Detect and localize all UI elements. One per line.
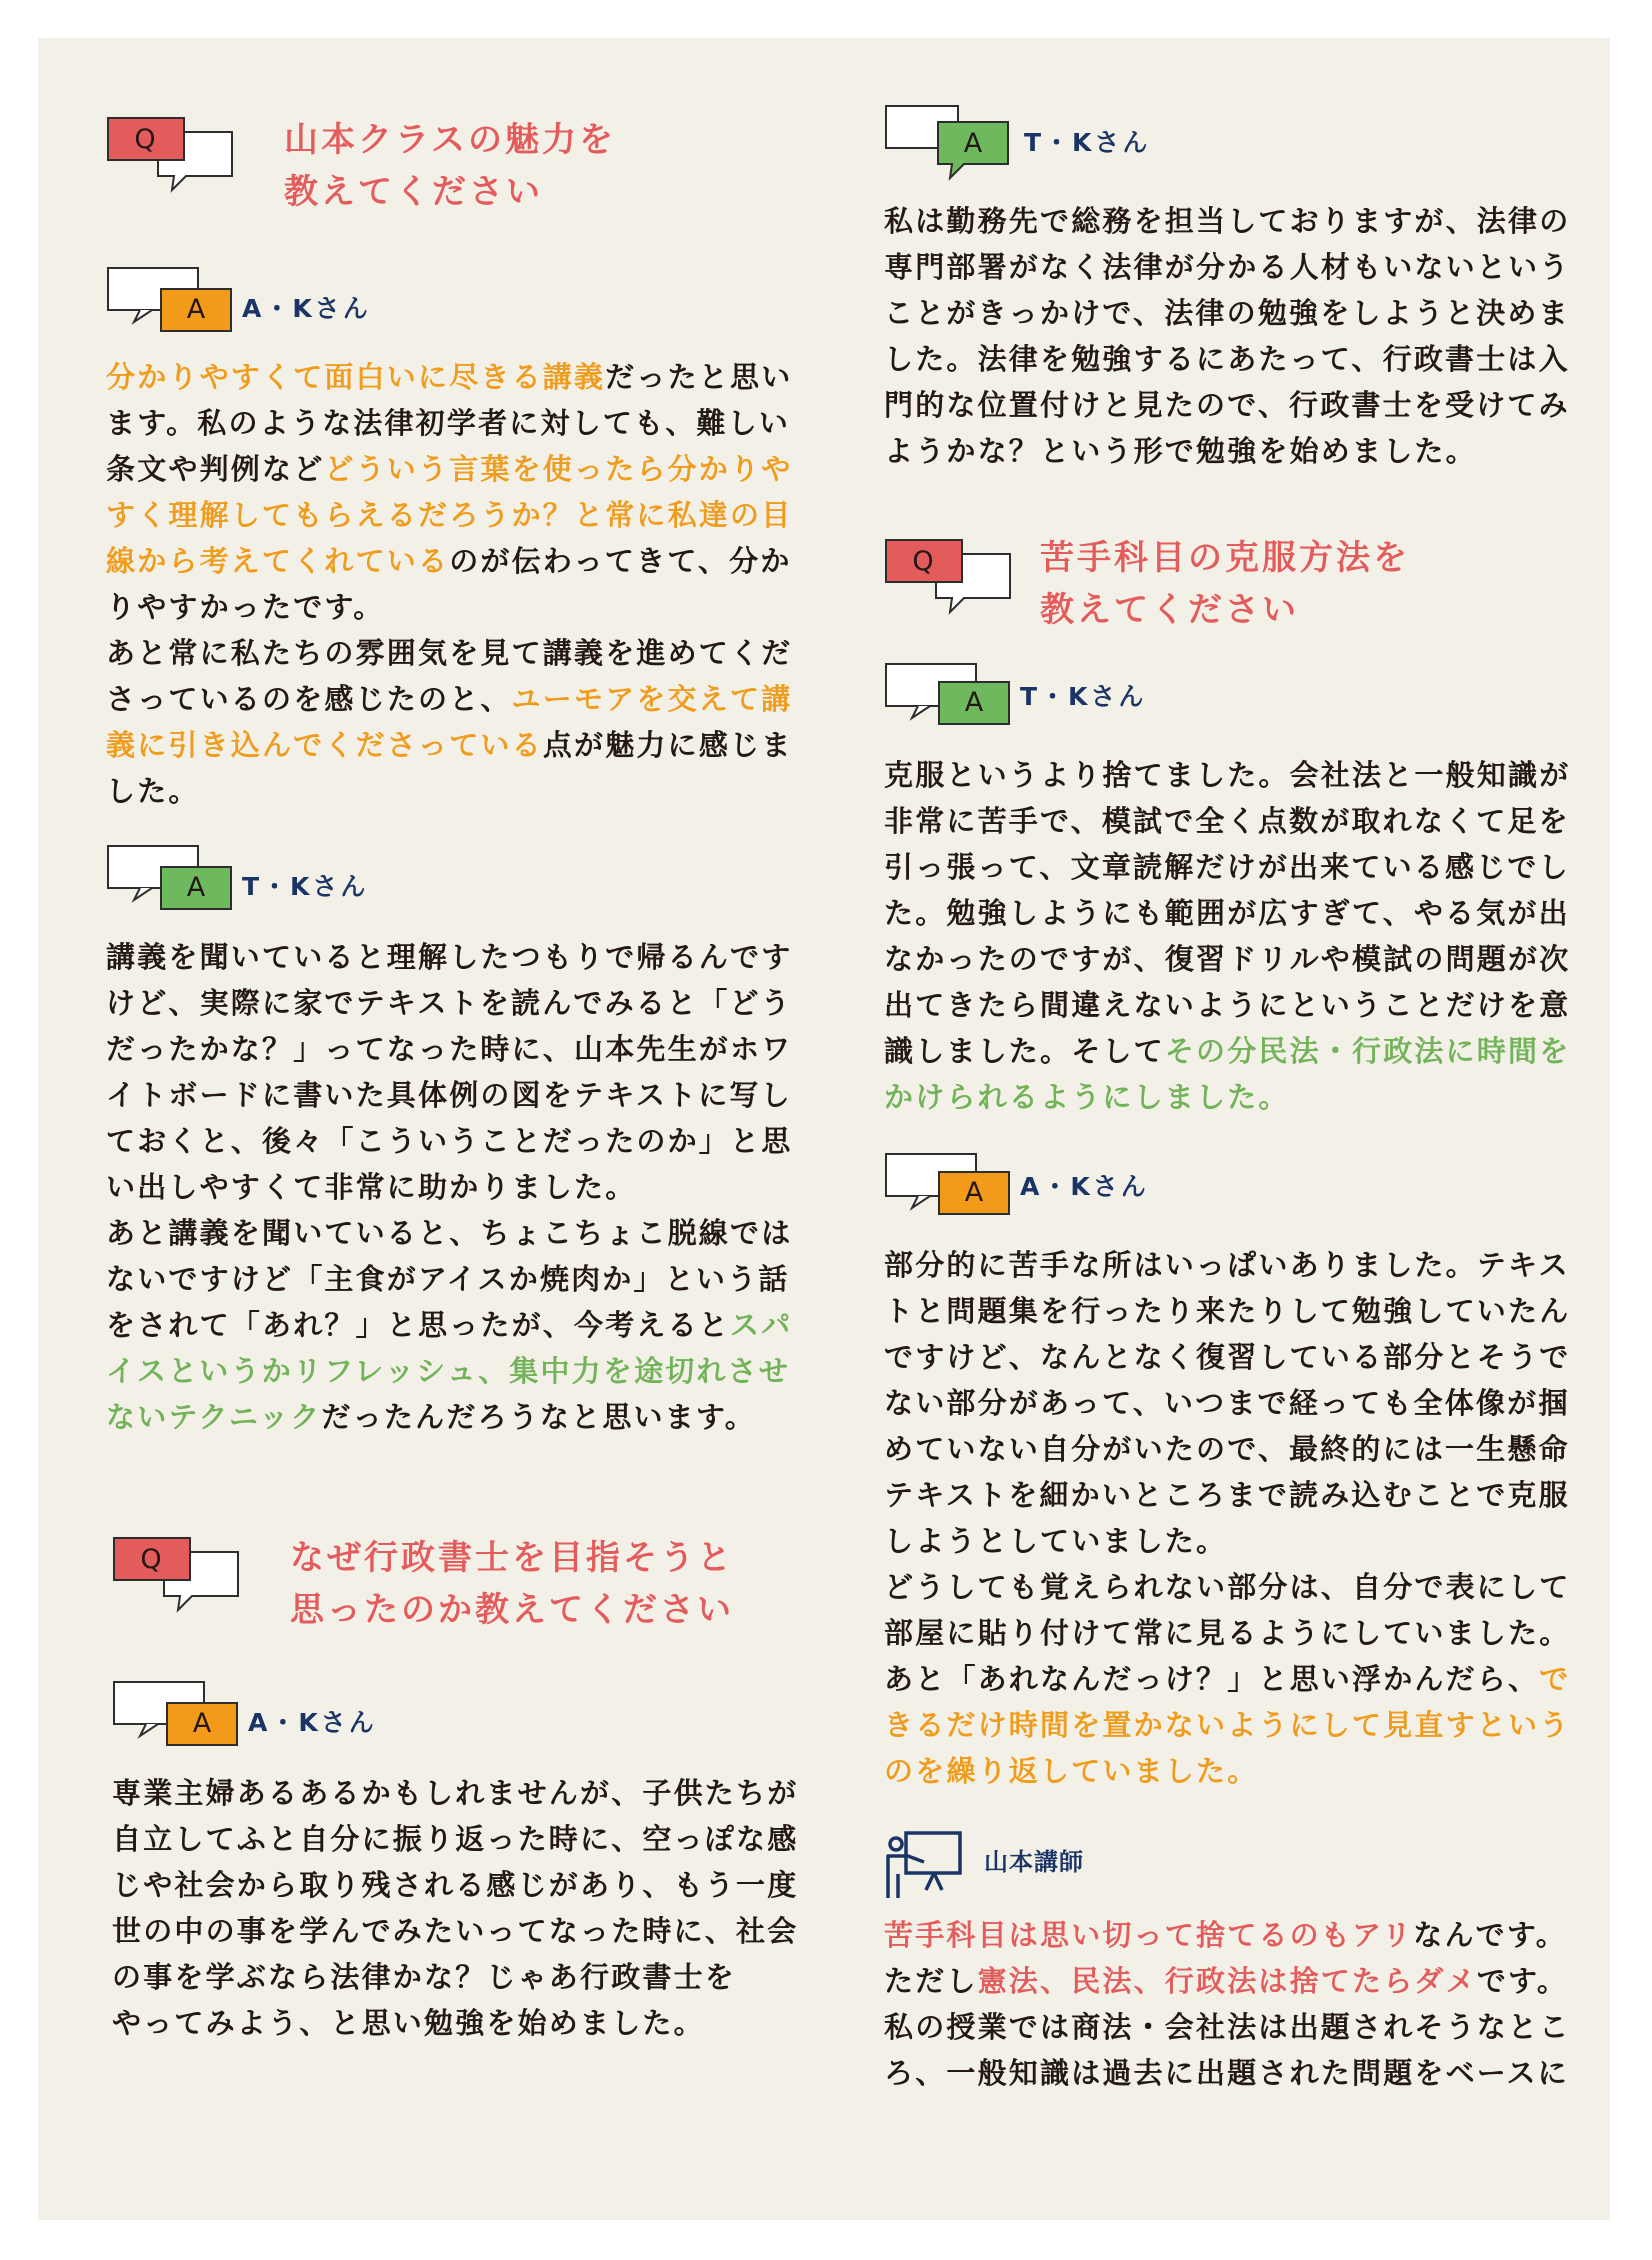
text-line: [106, 630, 836, 676]
text-line: [106, 980, 836, 1026]
question-title-line: なぜ行政書士を目指そうと: [290, 1538, 734, 1578]
text-run: やってみよう、と思い勉強を始めました。: [112, 2006, 705, 2040]
question-2: [112, 1536, 836, 1656]
text-line: [884, 1028, 1614, 1074]
text-run: りやすかったです。: [106, 590, 385, 624]
text-run: しようとしていました。: [884, 1524, 1228, 1558]
answer-bubble-icon: [884, 1152, 1024, 1222]
text-line: [884, 936, 1614, 982]
highlight-run: 分かりやすくて面白いに尽きる講義: [106, 360, 606, 394]
text-line: [884, 428, 1614, 474]
question-title: [284, 114, 616, 218]
text-run: 私は勤務先で総務を担当しておりますが、法律の: [884, 204, 1571, 238]
answer-header: [106, 266, 836, 338]
text-run: ことがきっかけで、法律の勉強をしようと決めま: [884, 296, 1570, 330]
text-line: [106, 1118, 836, 1164]
text-line: [106, 446, 836, 492]
highlight-run: のを繰り返していました。: [884, 1754, 1259, 1788]
text-line: [112, 1862, 836, 1908]
text-line: [884, 1912, 1614, 1958]
text-line: [106, 1026, 836, 1072]
text-line: [106, 400, 836, 446]
text-run: ですけど、なんとなく復習している部分とそうで: [884, 1340, 1571, 1374]
answer-bubble-icon: [106, 266, 246, 336]
text-run: です。: [1476, 1964, 1569, 1998]
text-line: [106, 538, 836, 584]
text-line: [884, 290, 1614, 336]
text-run: だったかな？」ってなった時に、山本先生がホワ: [106, 1032, 793, 1066]
text-run: さっているのを感じたのと、: [106, 682, 512, 716]
text-line: [884, 1748, 1614, 1794]
question-letter: Q: [140, 1544, 162, 1575]
highlight-run: スパ: [730, 1308, 793, 1342]
answer-letter: A: [964, 1177, 984, 1208]
text-line: [884, 336, 1614, 382]
question-letter: Q: [134, 124, 156, 155]
question-bubble-icon: [884, 538, 1024, 628]
answer-name: T・Kさん: [1024, 128, 1151, 157]
text-run: イトボードに書いた具体例の図をテキストに写し: [106, 1078, 792, 1112]
answer-bubble-icon: [884, 662, 1024, 732]
text-run: なんです。: [1413, 1918, 1567, 1952]
text-line: [884, 752, 1614, 798]
text-run: した。: [106, 774, 200, 808]
text-line: [112, 2000, 836, 2046]
text-run: た。勉強しようにも範囲が広すぎて、やる気が出: [884, 896, 1570, 930]
text-line: [884, 798, 1614, 844]
answer-header: [884, 662, 1614, 734]
highlight-run: 憲法、民法、行政法は捨てたらダメ: [977, 1964, 1477, 1998]
highlight-run: すく理解してもらえるだろうか？と常に私達の目: [106, 498, 793, 532]
text-line: [884, 1656, 1614, 1702]
text-run: ようかな？という形で勉強を始めました。: [884, 434, 1477, 468]
text-line: [884, 982, 1614, 1028]
text-line: [106, 1256, 836, 1302]
answer-text: [106, 354, 836, 814]
text-line: [106, 1164, 836, 1210]
text-run: のが伝わってきて、分か: [449, 544, 792, 578]
text-run: ただし: [884, 1964, 978, 1998]
answer-bubble-icon: [884, 104, 1024, 194]
text-line: [884, 1610, 1614, 1656]
text-line: [106, 1210, 836, 1256]
text-run: 部分的に苦手な所はいっぱいありました。テキス: [884, 1248, 1570, 1282]
text-line: [884, 1334, 1614, 1380]
answer-letter: A: [186, 872, 206, 903]
question-letter: Q: [912, 546, 934, 577]
text-line: [884, 1288, 1614, 1334]
question-title-line: 教えてください: [284, 172, 543, 212]
text-line: [106, 768, 836, 814]
answer-name: T・Kさん: [1020, 682, 1147, 711]
answer-name: A・Kさん: [248, 1708, 377, 1737]
text-run: けど、実際に家でテキストを読んでみると「どう: [106, 986, 792, 1020]
text-run: めていない自分がいたので、最終的には一生懸命: [884, 1432, 1570, 1466]
highlight-run: 苦手科目は思い切って捨てるのもアリ: [884, 1918, 1414, 1952]
text-line: [884, 890, 1614, 936]
text-run: ておくと、後々「こういうことだったのか」と思: [106, 1124, 793, 1158]
text-line: [884, 198, 1614, 244]
answer-header: [112, 1680, 836, 1752]
answer-text: [884, 198, 1614, 474]
text-line: [106, 1302, 836, 1348]
text-run: の事を学ぶなら法律かな？じゃあ行政書士を: [112, 1960, 737, 1994]
question-title: [290, 1532, 734, 1636]
answer-text: [106, 934, 836, 1440]
highlight-run: どういう言葉を使ったら分かりや: [324, 452, 793, 486]
text-run: 引っ張って、文章読解だけが出来ている感じでし: [884, 850, 1570, 884]
text-line: [112, 1770, 836, 1816]
question-title-line: 思ったのか教えてください: [290, 1590, 734, 1630]
text-line: [106, 492, 836, 538]
teacher-text: [884, 1912, 1614, 2096]
text-line: [884, 1702, 1614, 1748]
text-run: 講義を聞いていると理解したつもりで帰るんです: [106, 940, 793, 974]
text-line: [884, 844, 1614, 890]
highlight-run: ユーモアを交えて講: [511, 682, 793, 716]
question-title: [1040, 532, 1410, 636]
text-line: [106, 1348, 836, 1394]
answer-bubble-icon: [106, 844, 246, 914]
text-line: [884, 1564, 1614, 1610]
answer-text: [884, 752, 1614, 1120]
text-run: どうしても覚えられない部分は、自分で表にして: [884, 1570, 1571, 1604]
text-line: [106, 676, 836, 722]
text-run: ます。私のような法律初学者に対しても、難しい: [106, 406, 791, 440]
text-run: トと問題集を行ったり来たりして勉強していたん: [884, 1294, 1571, 1328]
text-run: 専業主婦あるあるかもしれませんが、子供たちが: [112, 1776, 799, 1810]
text-run: だったんだろうなと思います。: [321, 1400, 756, 1434]
text-line: [884, 1426, 1614, 1472]
text-line: [112, 1816, 836, 1862]
answer-letter: A: [964, 687, 984, 718]
text-run: 自立してふと自分に振り返った時に、空っぽな感: [112, 1822, 799, 1856]
answer-name: T・Kさん: [242, 872, 369, 901]
highlight-run: その分民法・行政法に時間を: [1164, 1034, 1571, 1068]
question-1: [106, 116, 836, 236]
answer-name: A・Kさん: [1020, 1172, 1149, 1201]
text-line: [884, 1472, 1614, 1518]
question-title-line: 苦手科目の克服方法を: [1040, 538, 1410, 578]
highlight-run: 義に引き込んでくださっている: [106, 728, 543, 762]
text-line: [106, 584, 836, 630]
text-line: [884, 2004, 1614, 2050]
text-run: ろ、一般知識は過去に出題された問題をベースに: [884, 2056, 1569, 2090]
highlight-run: かけられるようにしました。: [884, 1080, 1290, 1114]
answer-header: [884, 1152, 1614, 1224]
text-run: あと講義を聞いていると、ちょこちょこ脱線では: [106, 1216, 793, 1250]
text-run: じや社会から取り残される感じがあり、もう一度: [112, 1868, 799, 1902]
answer-letter: A: [186, 294, 206, 325]
answer-text: [884, 1242, 1614, 1794]
text-run: ない部分があって、いつまで経っても全体像が掴: [884, 1386, 1570, 1420]
text-line: [884, 382, 1614, 428]
text-run: 部屋に貼り付けて常に見るようにしていました。: [884, 1616, 1571, 1650]
question-bubble-icon: [106, 116, 246, 206]
left-column: [106, 116, 836, 2046]
answer-bubble-icon: [112, 1680, 252, 1750]
text-run: ないですけど「主食がアイスか焼肉か」という話: [106, 1262, 790, 1296]
text-run: なかったのですが、復習ドリルや模試の問題が次: [884, 942, 1571, 976]
right-column: [884, 104, 1614, 2096]
text-run: 世の中の事を学んでみたいってなった時に、社会: [112, 1914, 799, 1948]
text-run: テキストを細かいところまで読み込むことで克服: [884, 1478, 1570, 1512]
answer-text: [112, 1770, 836, 2046]
text-line: [884, 1518, 1614, 1564]
text-run: 出てきたら間違えないようにということだけを意: [884, 988, 1571, 1022]
text-run: 私の授業では商法・会社法は出題されそうなとこ: [884, 2010, 1571, 2044]
text-run: 克服というより捨てました。会社法と一般知識が: [884, 758, 1571, 792]
text-run: 非常に苦手で、模試で全く点数が取れなくて足を: [884, 804, 1570, 838]
text-run: 門的な位置付けと見たので、行政書士を受けてみ: [884, 388, 1570, 422]
text-run: 点が魅力に感じま: [542, 728, 793, 762]
highlight-run: 線から考えてくれている: [106, 544, 450, 578]
answer-header: [106, 844, 836, 916]
text-run: 専門部署がなく法律が分かる人材もいないという: [884, 250, 1571, 284]
highlight-run: イスというかリフレッシュ、集中力を途切れさせ: [106, 1354, 791, 1388]
text-run: い出しやすくて非常に助かりました。: [106, 1170, 637, 1204]
text-line: [884, 1380, 1614, 1426]
text-run: あと「あれなんだっけ？」と思い浮かんだら、: [884, 1662, 1540, 1696]
text-line: [112, 1908, 836, 1954]
answer-letter: A: [192, 1708, 212, 1739]
text-line: [884, 1074, 1614, 1120]
text-run: 識しました。そして: [884, 1034, 1165, 1068]
page-panel: [38, 38, 1610, 2220]
text-run: をされて「あれ？」と思ったが、今考えると: [106, 1308, 731, 1342]
text-line: [884, 1958, 1614, 2004]
question-bubble-icon: [112, 1536, 252, 1626]
text-line: [106, 722, 836, 768]
teacher-name: 山本講師: [984, 1848, 1084, 1876]
text-line: [112, 1954, 836, 2000]
question-title-line: 山本クラスの魅力を: [284, 120, 616, 160]
teacher-whiteboard-icon: [884, 1830, 964, 1900]
text-line: [884, 244, 1614, 290]
text-run: した。法律を勉強するにあたって、行政書士は入: [884, 342, 1570, 376]
question-title-line: 教えてください: [1040, 590, 1299, 630]
text-line: [106, 934, 836, 980]
question-3: [884, 538, 1614, 648]
text-run: だったと思い: [605, 360, 793, 394]
text-run: 条文や判例など: [106, 452, 325, 486]
text-run: あと常に私たちの雰囲気を見て講義を進めてくだ: [106, 636, 793, 670]
text-line: [106, 1072, 836, 1118]
text-line: [884, 2050, 1614, 2096]
teacher-header: [884, 1830, 1614, 1902]
highlight-run: で: [1539, 1662, 1571, 1696]
highlight-run: ないテクニック: [106, 1400, 322, 1434]
highlight-run: きるだけ時間を置かないようにして見直すという: [884, 1708, 1571, 1742]
text-line: [884, 1242, 1614, 1288]
answer-name: A・Kさん: [242, 294, 371, 323]
answer-header: [884, 104, 1614, 194]
text-line: [106, 1394, 836, 1440]
answer-letter: A: [963, 128, 983, 159]
text-line: [106, 354, 836, 400]
